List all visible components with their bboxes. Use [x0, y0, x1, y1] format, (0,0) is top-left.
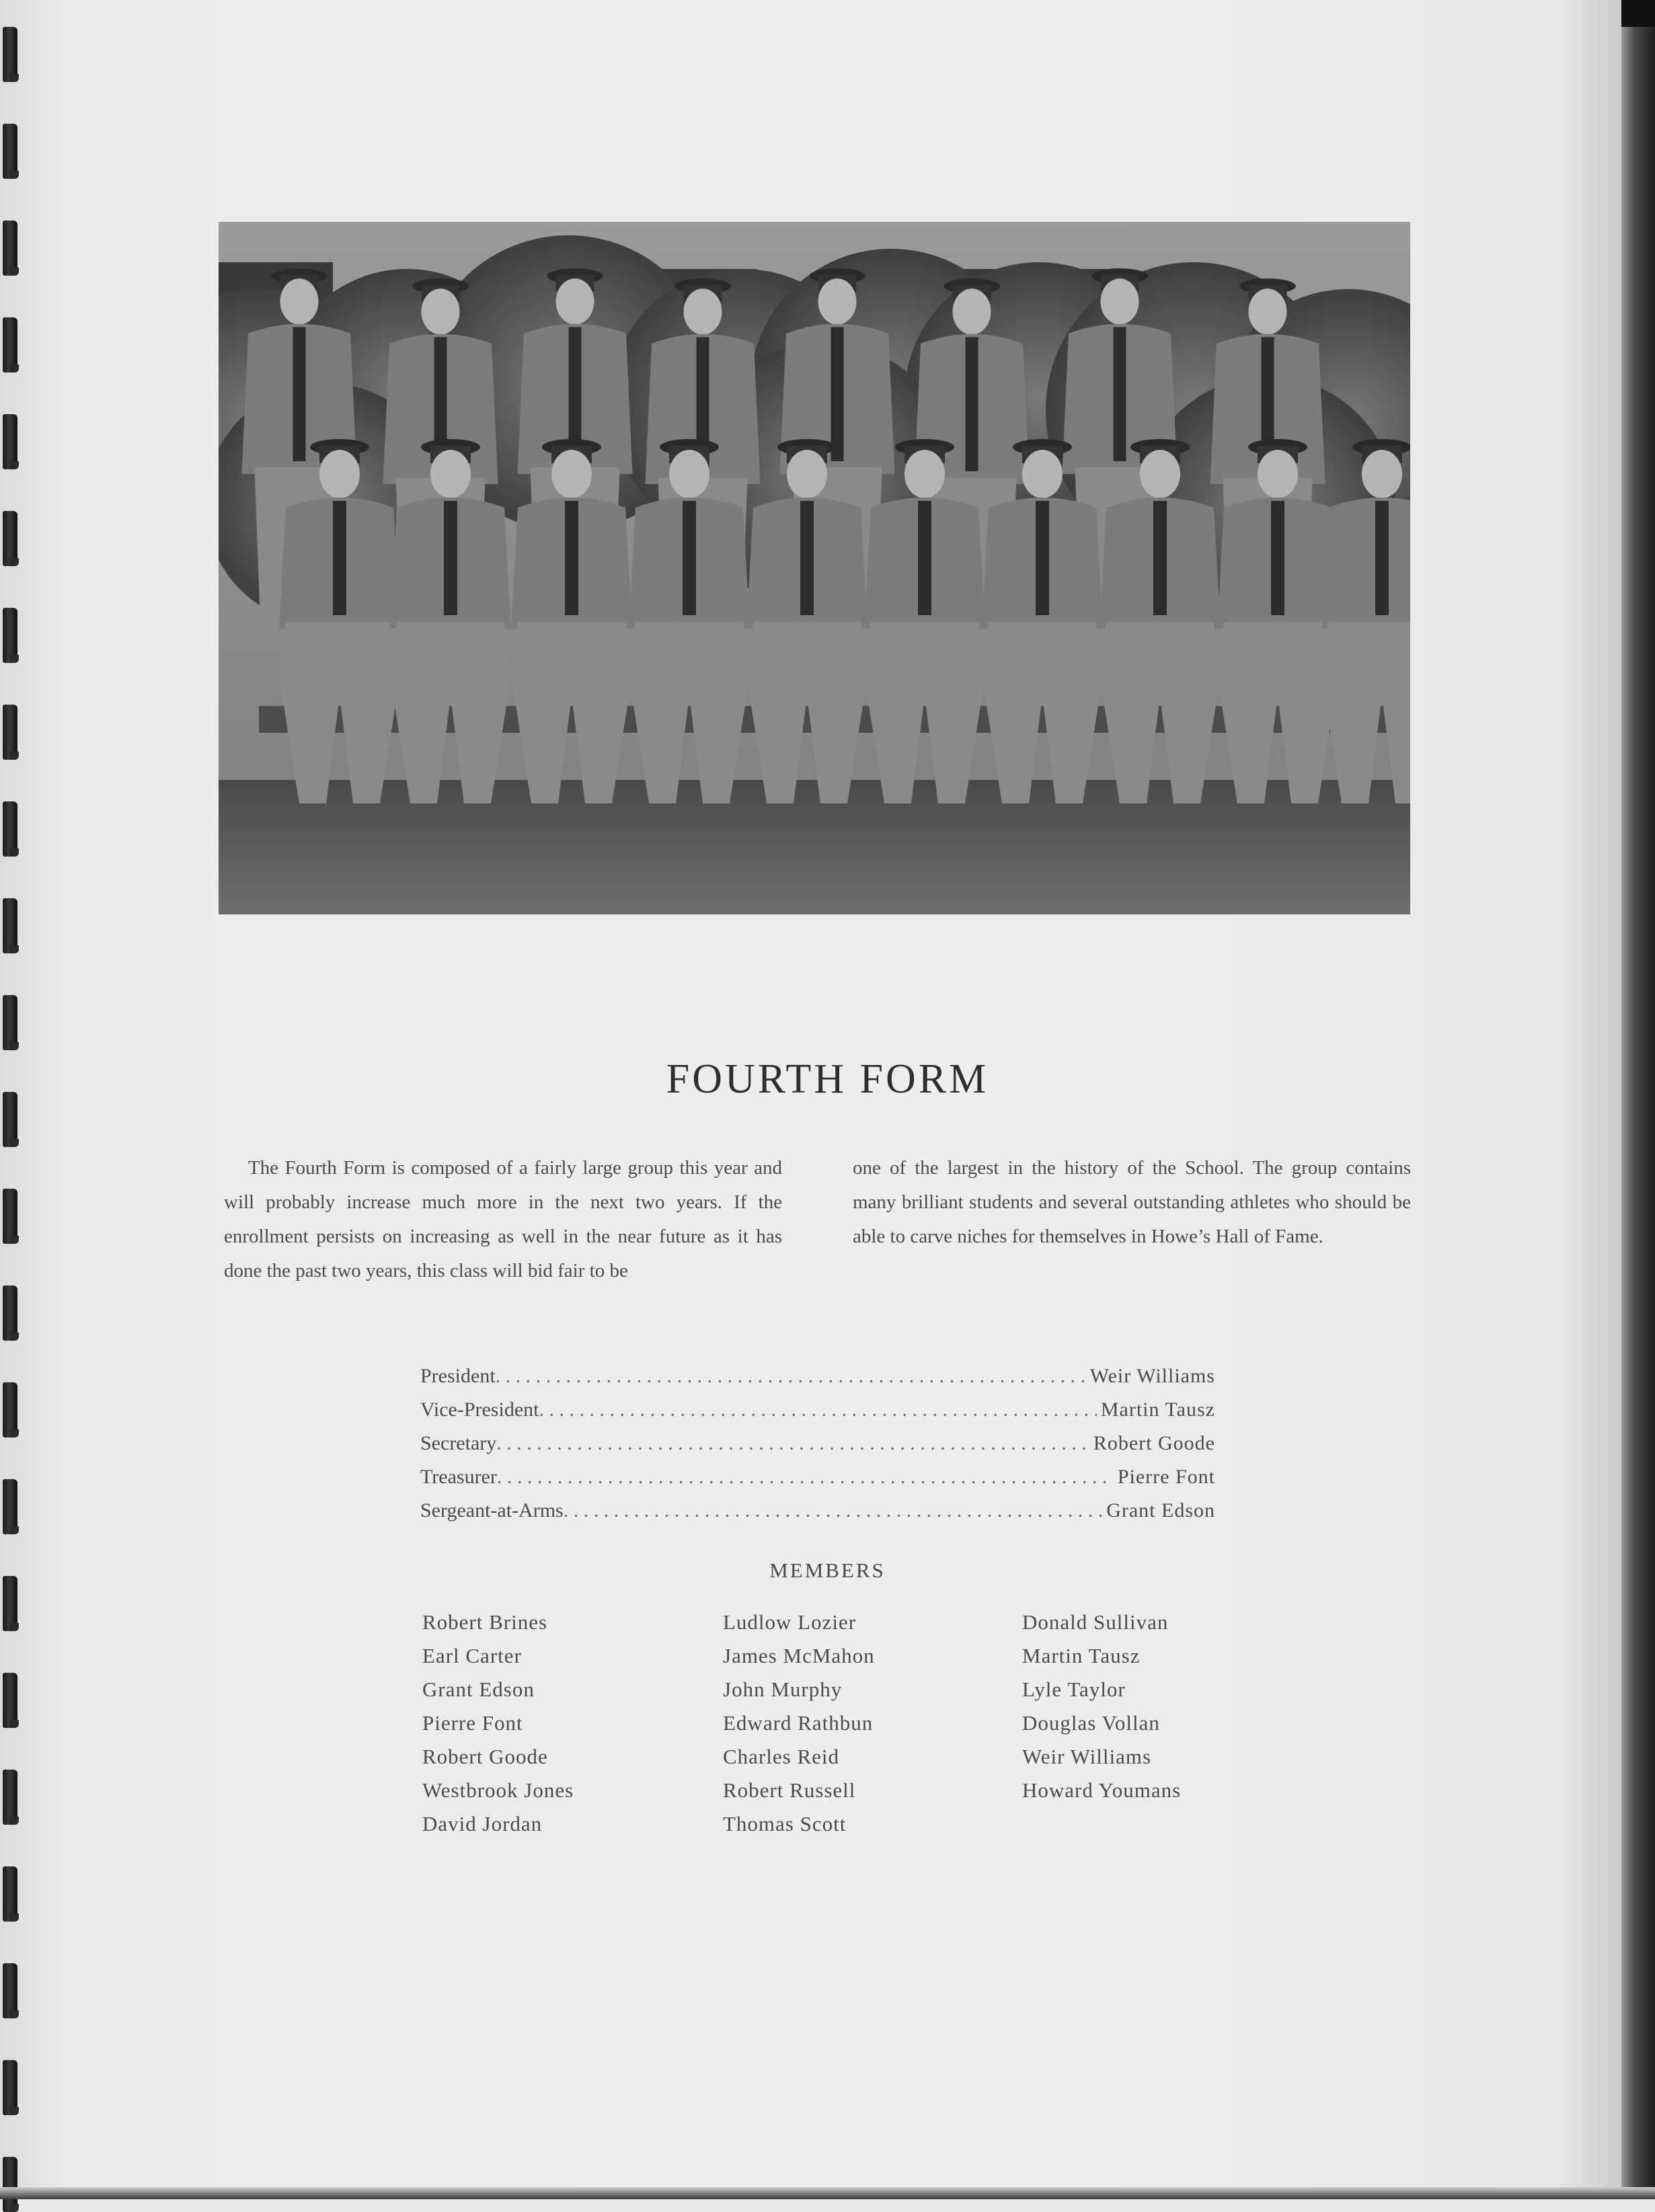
binding-ring [3, 2157, 17, 2212]
members-column-2 [723, 1610, 875, 1846]
binding-ring [3, 801, 17, 857]
binding-ring [3, 1673, 17, 1728]
binding-ring [3, 414, 17, 469]
member-name: Robert Goode [422, 1745, 548, 1768]
member-name: Robert Brines [422, 1610, 548, 1634]
leader-dots [496, 1432, 1089, 1455]
member-name: Edward Rathbun [723, 1711, 874, 1735]
member-name: Douglas Vollan [1022, 1711, 1160, 1735]
officer-row-secretary [420, 1432, 1215, 1466]
officer-name: Weir Williams [1089, 1365, 1215, 1387]
binding-ring [3, 898, 17, 953]
intro-paragraph-left: The Fourth Form is composed of a fairly large group this year and will probably increase much more in the next two years. If the enrollment persists on increasing as well in the near future as it has done the past two years, this class will bid fair to be [224, 1157, 782, 1281]
page-corner [1621, 0, 1655, 27]
officer-name: Martin Tausz [1100, 1398, 1215, 1421]
page-bottom-edge [0, 2187, 1655, 2199]
member-name: Thomas Scott [723, 1812, 847, 1835]
member-name: Grant Edson [422, 1677, 535, 1701]
officers-list [420, 1365, 1215, 1533]
binding-ring [3, 1189, 17, 1244]
members-column-1 [422, 1610, 574, 1846]
officer-role: President [420, 1365, 496, 1387]
member-name: Howard Youmans [1022, 1778, 1182, 1802]
page-title: FOURTH FORM [666, 1056, 989, 1102]
binding-ring [3, 1479, 17, 1534]
member-name: Earl Carter [422, 1644, 522, 1667]
binding-ring [3, 1963, 17, 2018]
binding-ring [3, 221, 17, 276]
officer-role: Secretary [420, 1432, 497, 1454]
binding-ring [3, 124, 17, 179]
member-name: Martin Tausz [1022, 1644, 1141, 1667]
officer-row-sergeant-at-arms [420, 1499, 1215, 1533]
binding-ring [3, 995, 17, 1050]
officer-row-treasurer [420, 1466, 1215, 1499]
officer-role: Treasurer [420, 1466, 497, 1488]
binding-ring [3, 1576, 17, 1631]
officer-role: Sergeant-at-Arms [420, 1499, 564, 1522]
officer-row-president [420, 1365, 1215, 1398]
member-name: John Murphy [723, 1677, 843, 1701]
binding-ring [3, 317, 17, 372]
binding-ring [3, 2060, 17, 2115]
member-name: Donald Sullivan [1022, 1610, 1169, 1634]
member-name: Lyle Taylor [1022, 1677, 1126, 1701]
leader-dots [564, 1499, 1102, 1522]
officer-role: Vice-President [420, 1398, 539, 1421]
member-name: Pierre Font [422, 1711, 523, 1735]
officer-name: Pierre Font [1117, 1466, 1215, 1488]
binding-ring [3, 511, 17, 566]
binding-ring [3, 1866, 17, 1922]
member-name: Charles Reid [723, 1745, 839, 1768]
leader-dots [539, 1398, 1096, 1421]
members-heading: MEMBERS [769, 1558, 886, 1582]
member-name: Ludlow Lozier [723, 1610, 857, 1634]
leader-dots [497, 1466, 1114, 1489]
binding-ring [3, 1382, 17, 1437]
officer-name: Grant Edson [1106, 1499, 1215, 1522]
member-name: James McMahon [723, 1644, 875, 1667]
officer-row-vice-president [420, 1398, 1215, 1432]
binding-ring [3, 1770, 17, 1825]
class-group-photo [219, 222, 1410, 914]
member-name: Robert Russell [723, 1778, 856, 1802]
member-name: David Jordan [422, 1812, 543, 1835]
members-column-3 [1022, 1610, 1181, 1812]
member-name: Westbrook Jones [422, 1778, 574, 1802]
binding-ring [3, 608, 17, 663]
intro-paragraph-right: one of the largest in the history of the School. The group contains many brilliant students and several outstanding athletes who should be able to carve niches for themselves in Howe’s Hall of Fame. [853, 1157, 1411, 1247]
binding-ring [3, 705, 17, 760]
member-name: Weir Williams [1022, 1745, 1152, 1768]
officer-name: Robert Goode [1093, 1432, 1215, 1454]
leader-dots [496, 1365, 1086, 1388]
binding-ring [3, 1286, 17, 1341]
binding-ring [3, 27, 17, 82]
